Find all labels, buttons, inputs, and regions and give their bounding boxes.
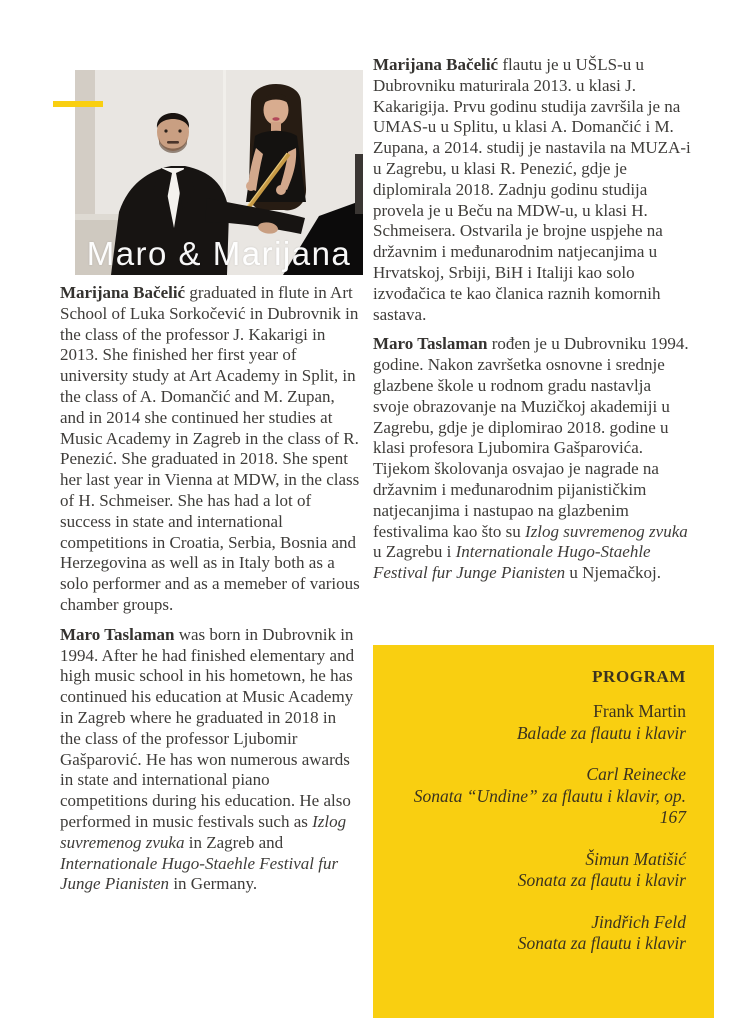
program-entry [393, 912, 686, 955]
bio-paragraph: Maro Taslaman rođen je u Dubrovniku 1994. godine. Nakon završetka osnovne i srednje glazbene škole u rodnom gradu nastavlja svoje obrazovanje na Muzičkoj akademiji u Zagrebu, gdje je diplomirao 2018. godine u klasi profesora Ljubomira Gašparovića. Tijekom školovanja osvajao je nagrade na državnim i međunarodnim pijanističkim natjecanjima i nastupao na glazbenim festivalima kao što su Izlog suvremenog zvuka u Zagrebu i Internationale Hugo-Staehle Festival fur Junge Pianisten u Njemačkoj. [373, 334, 689, 583]
program-piece: Sonata za flautu i klavir [517, 933, 686, 953]
bio-paragraph: Marijana Bačelić flautu je u UŠLS-u u Dubrovniku maturirala 2013. u klasi J. Kakarigija. Prvu godinu studija završila je na UMAS-u u Splitu, u klasi A. Domančić i M. Zupana, a 2014. studij je nastavila na MUZA-i u Zagrebu, u klasi R. Penezić, gdje je diplomirala 2018. Zadnju godinu studija provela je u Beču na MDW-u, u klasi H. Schmeisera. Ostvarila je brojne uspjehe na državnim i međunarodnim natjecanjima u Hrvatskoj, Srbiji, BiH i Italiji kao solo izvođačica te kao članica raznih komornih sastava. [373, 55, 691, 324]
right-column-bio-croatian [373, 55, 691, 593]
bio-paragraph: Marijana Bačelić graduated in flute in Art School of Luka Sorkočević in Dubrovnik in the class of the professor J. Kakarigi in 2013. She finished her first year of university study at Art Academy in Split, in the class of A. Domančić and M. Zupan, and in 2014 she continued her studies at Music Academy in Zagreb in the class of R. Penezić. She graduated in 2018. She spent her last year in Vienna at MDW, in the class of H. Schmeiser. She has had a lot of success in state and international competitions in Croatia, Serbia, Bosnia and Herzegovina as well as in Italy both as a solo performer and as a memeber of various chamber groups. [60, 283, 360, 614]
program-box [373, 645, 714, 1018]
program-piece: Balade za flautu i klavir [516, 722, 686, 743]
program-composer: Frank Martin [593, 701, 686, 721]
left-column-bio-english [60, 283, 360, 904]
yellow-accent-dash [53, 101, 103, 107]
bio-paragraph: Maro Taslaman was born in Dubrovnik in 1994. After he had finished elementary and high music school in his hometown, he has continued his education at Music Academy in Zagreb where he graduated in 2018 in the class of the professor Ljubomir Gašparović. He has won numerous awards in state and international piano competitions during his education. He also performed in music festivals such as Izlog suvremenog zvuka in Zagreb and Internationale Hugo-Staehle Festival fur Junge Pianisten in Germany. [60, 624, 355, 894]
duo-photo [75, 70, 363, 275]
program-composer: Carl Reinecke [586, 764, 686, 784]
program-piece: Sonata “Undine” za flautu i klavir, op. 167 [413, 785, 686, 827]
program-entry [393, 849, 686, 892]
photo-caption: Maro & Marijana [86, 235, 352, 272]
program-entry [393, 764, 686, 829]
program-title: PROGRAM [592, 667, 686, 686]
program-entry-list [393, 701, 686, 955]
program-composer: Šimun Matišić [585, 848, 686, 869]
program-entry [393, 701, 686, 744]
program-piece: Sonata za flautu i klavir [517, 870, 686, 890]
program-composer: Jindřich Feld [591, 911, 686, 932]
